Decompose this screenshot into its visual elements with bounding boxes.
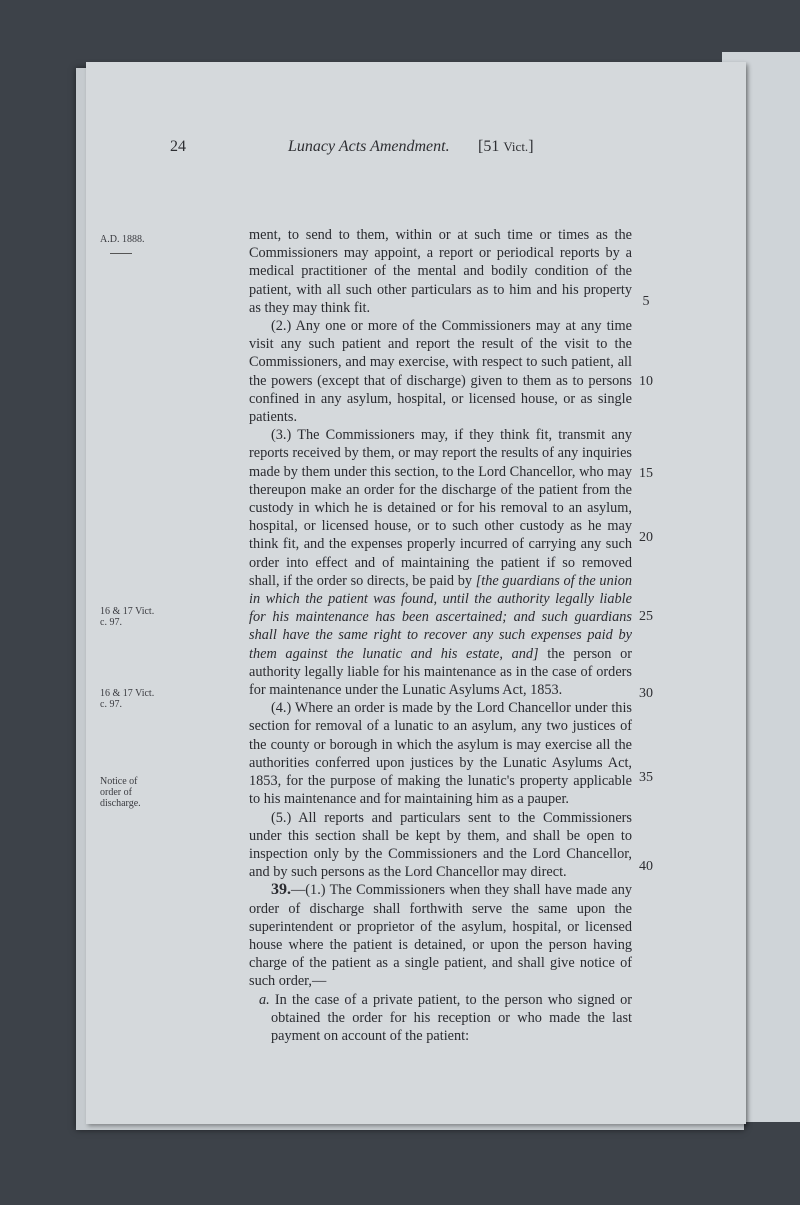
subsection-3-repealed-text: [the guardians of the union in which the patient was found, until the authority legally liable for his maintenance has been ascertained; and such guardians shall have the same right to recover any such expenses paid by them against the lunatic and his estate, and] <box>249 572 632 662</box>
line-number-20: 20 <box>639 530 653 545</box>
regnal-year: [51 Vict.] <box>478 138 534 155</box>
subsection-5: (5.) All reports and particulars sent to the Commissioners under this section shall be kept by them, and shall be open to inspection only by the Commissioners and the Lord Chancellor, and by such persons as the Lord Chancellor may direct. <box>249 809 632 881</box>
line-number-10: 10 <box>639 374 653 389</box>
body-text <box>249 226 632 1045</box>
line-number-25: 25 <box>639 609 653 624</box>
line-number-15: 15 <box>639 466 653 481</box>
page-number: 24 <box>170 138 186 155</box>
line-number-35: 35 <box>639 770 653 785</box>
subsection-2: (2.) Any one or more of the Commissioners may at any time visit any such patient and report the result of the visit to the Commissioners, and may exercise, with respect to such patient, all the powers (except that of discharge) given to them as to persons confined in any asylum, hospital, or licensed house, or as single patients. <box>249 318 632 426</box>
margin-note-ad-year: A.D. 1888. <box>100 234 145 245</box>
running-title: Lunacy Acts Amendment. <box>288 138 450 155</box>
section-39-number: 39. <box>271 881 291 899</box>
line-number-30: 30 <box>639 686 653 701</box>
margin-note-notice-of-discharge: Notice of order of discharge. <box>100 776 141 809</box>
paragraph-continued: ment, to send to them, within or at such time or times as the Commissioners may appoint, a report or periodical reports by a medical practitioner of the mental and bodily condition of the patient, with all such other particulars as to him and his property as they may think fit. <box>249 227 632 316</box>
subsection-4: (4.) Where an order is made by the Lord Chancellor under this section for removal of a lunatic to an asylum, any two justices of the county or borough in which the asylum is may exercise all the authorities conferred upon justices by the Lunatic Asylums Act, 1853, for the purpose of making the lunatic's property applicable to his maintenance and for maintaining him as a pauper. <box>249 700 632 808</box>
line-number-40: 40 <box>639 859 653 874</box>
section-39-item-a: a. In the case of a private patient, to the person who signed or obtained the order for his reception or who made the last payment on account of the patient: <box>259 991 632 1044</box>
ad-year-rule <box>110 253 132 254</box>
section-39: 39.—(1.) The Commissioners when they shall have made any order of discharge shall forthwith serve the same upon the superintendent or proprietor of the asylum, hospital, or licensed house where the patient is detained, or upon the person having charge of the patient as a single patient, and shall give notice of such order,— <box>249 881 632 990</box>
margin-note-act-ref-1: 16 & 17 Vict. c. 97. <box>100 606 155 628</box>
subsection-3: (3.) The Commissioners may, if they think fit, transmit any reports received by them, or may report the results of any inquiries made by them under this section, to the Lord Chancellor, who may thereupon make an order for the discharge of the patient from the custody in which he is detained or for his removal to an asylum, hospital, or licensed house, or to such other custody as he may think fit, and the expenses properly incurred of carrying any such order into effect and of maintaining the patient if so removed shall, if the order so directs, be paid by [the guardians of the union in which the patient was found, until the authority legally liable for his maintenance has been ascertained; and such guardians shall have the same right to recover any such expenses paid by them against the lunatic and his estate, and] the person or authority legally liable for his maintenance as in the case of orders for maintenance under the Lunatic Asylums Act, 1853. <box>249 427 632 699</box>
page-header <box>0 138 800 162</box>
line-number-5: 5 <box>642 294 650 309</box>
margin-note-act-ref-2: 16 & 17 Vict. c. 97. <box>100 688 155 710</box>
